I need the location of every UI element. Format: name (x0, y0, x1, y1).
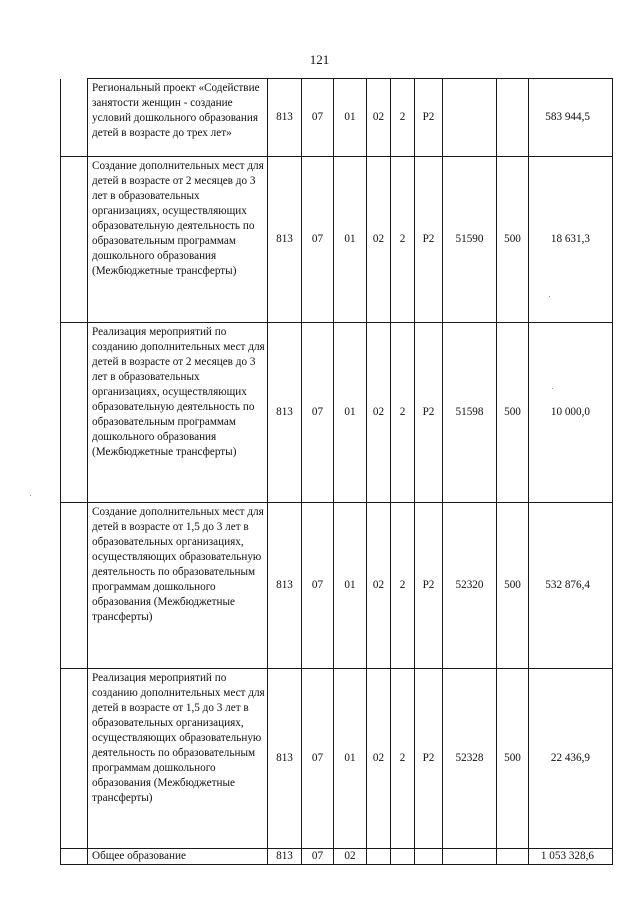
row-name-cell: Реализация мероприятий по созданию дополнительных мест для детей в возрасте от 1,5 до 3 лет в образовательных организациях, осуществляющих образовательную деятельность по образовательным программам дошкольного образования (Межбюджетные трансферты) (88, 669, 268, 849)
program-code-cell: 02 (367, 323, 391, 503)
subprogram-code-cell: 2 (391, 669, 415, 849)
ministry-code-cell: 813 (268, 669, 302, 849)
subprogram-code-cell: 2 (391, 323, 415, 503)
amount-cell: 22 436,9 (529, 669, 613, 849)
subprogram-code-cell: 2 (391, 79, 415, 157)
blank-cell (61, 157, 88, 323)
expense-type-cell: 500 (497, 669, 529, 849)
expense-type-cell: 500 (497, 503, 529, 669)
table-row (61, 79, 613, 157)
subprogram-code-cell: 2 (391, 503, 415, 669)
expense-type-cell (497, 79, 529, 157)
project-code-cell: Р2 (415, 323, 443, 503)
amount-cell: 583 944,5 (529, 79, 613, 157)
direction-code-cell: 52328 (443, 669, 497, 849)
project-code-cell: Р2 (415, 669, 443, 849)
scan-speck (30, 495, 31, 496)
amount-cell: 532 876,4 (529, 503, 613, 669)
ministry-code-cell: 813 (268, 849, 302, 865)
table-row (61, 157, 613, 323)
blank-cell (61, 849, 88, 865)
subsection-code-cell: 01 (334, 323, 367, 503)
table-row (61, 323, 613, 503)
direction-code-cell: 51598 (443, 323, 497, 503)
page-number: 121 (309, 52, 330, 67)
table-row (61, 503, 613, 669)
project-code-cell: Р2 (415, 157, 443, 323)
scan-speck (552, 388, 553, 389)
amount-cell: 1 053 328,6 (529, 849, 613, 865)
section-code-cell: 07 (302, 669, 334, 849)
subprogram-code-cell: 2 (391, 157, 415, 323)
direction-code-cell (443, 849, 497, 865)
table-row (61, 849, 613, 865)
row-name-cell: Общее образование (88, 849, 268, 865)
row-name-cell: Реализация мероприятий по созданию дополнительных мест для детей в возрасте от 2 месяцев до 3 лет в образовательных организациях, осуществляющих образовательную деятельность по образовательным программам дошкольного образования (Межбюджетные трансферты) (88, 323, 268, 503)
program-code-cell: 02 (367, 157, 391, 323)
blank-cell (61, 669, 88, 849)
scan-speck (549, 296, 550, 297)
project-code-cell: Р2 (415, 503, 443, 669)
expense-type-cell: 500 (497, 323, 529, 503)
section-code-cell: 07 (302, 323, 334, 503)
section-code-cell: 07 (302, 849, 334, 865)
program-code-cell (367, 849, 391, 865)
project-code-cell (415, 849, 443, 865)
amount-cell: 10 000,0 (529, 323, 613, 503)
row-name-cell: Создание дополнительных мест для детей в возрасте от 2 месяцев до 3 лет в образовательных организациях, осуществляющих образовательную деятельность по образовательным программам дошкольного образования (Межбюджетные трансферты) (88, 157, 268, 323)
project-code-cell: Р2 (415, 79, 443, 157)
subsection-code-cell: 01 (334, 157, 367, 323)
expense-type-cell (497, 849, 529, 865)
subsection-code-cell: 01 (334, 669, 367, 849)
section-code-cell: 07 (302, 79, 334, 157)
ministry-code-cell: 813 (268, 157, 302, 323)
expense-type-cell: 500 (497, 157, 529, 323)
row-name-cell: Создание дополнительных мест для детей в возрасте от 1,5 до 3 лет в образовательных организациях, осуществляющих образовательную деятельность по образовательным программам дошкольного образования (Межбюджетные трансферты) (88, 503, 268, 669)
ministry-code-cell: 813 (268, 79, 302, 157)
program-code-cell: 02 (367, 669, 391, 849)
program-code-cell: 02 (367, 79, 391, 157)
blank-cell (61, 323, 88, 503)
subsection-code-cell: 02 (334, 849, 367, 865)
budget-table (60, 78, 613, 865)
ministry-code-cell: 813 (268, 323, 302, 503)
amount-cell: 18 631,3 (529, 157, 613, 323)
blank-cell (61, 503, 88, 669)
table-row (61, 669, 613, 849)
ministry-code-cell: 813 (268, 503, 302, 669)
subsection-code-cell: 01 (334, 79, 367, 157)
blank-cell (61, 79, 88, 157)
row-name-cell: Региональный проект «Содействие занятости женщин - создание условий дошкольного образования детей в возрасте до трех лет» (88, 79, 268, 157)
subprogram-code-cell (391, 849, 415, 865)
section-code-cell: 07 (302, 503, 334, 669)
program-code-cell: 02 (367, 503, 391, 669)
section-code-cell: 07 (302, 157, 334, 323)
direction-code-cell: 52320 (443, 503, 497, 669)
direction-code-cell: 51590 (443, 157, 497, 323)
subsection-code-cell: 01 (334, 503, 367, 669)
direction-code-cell (443, 79, 497, 157)
